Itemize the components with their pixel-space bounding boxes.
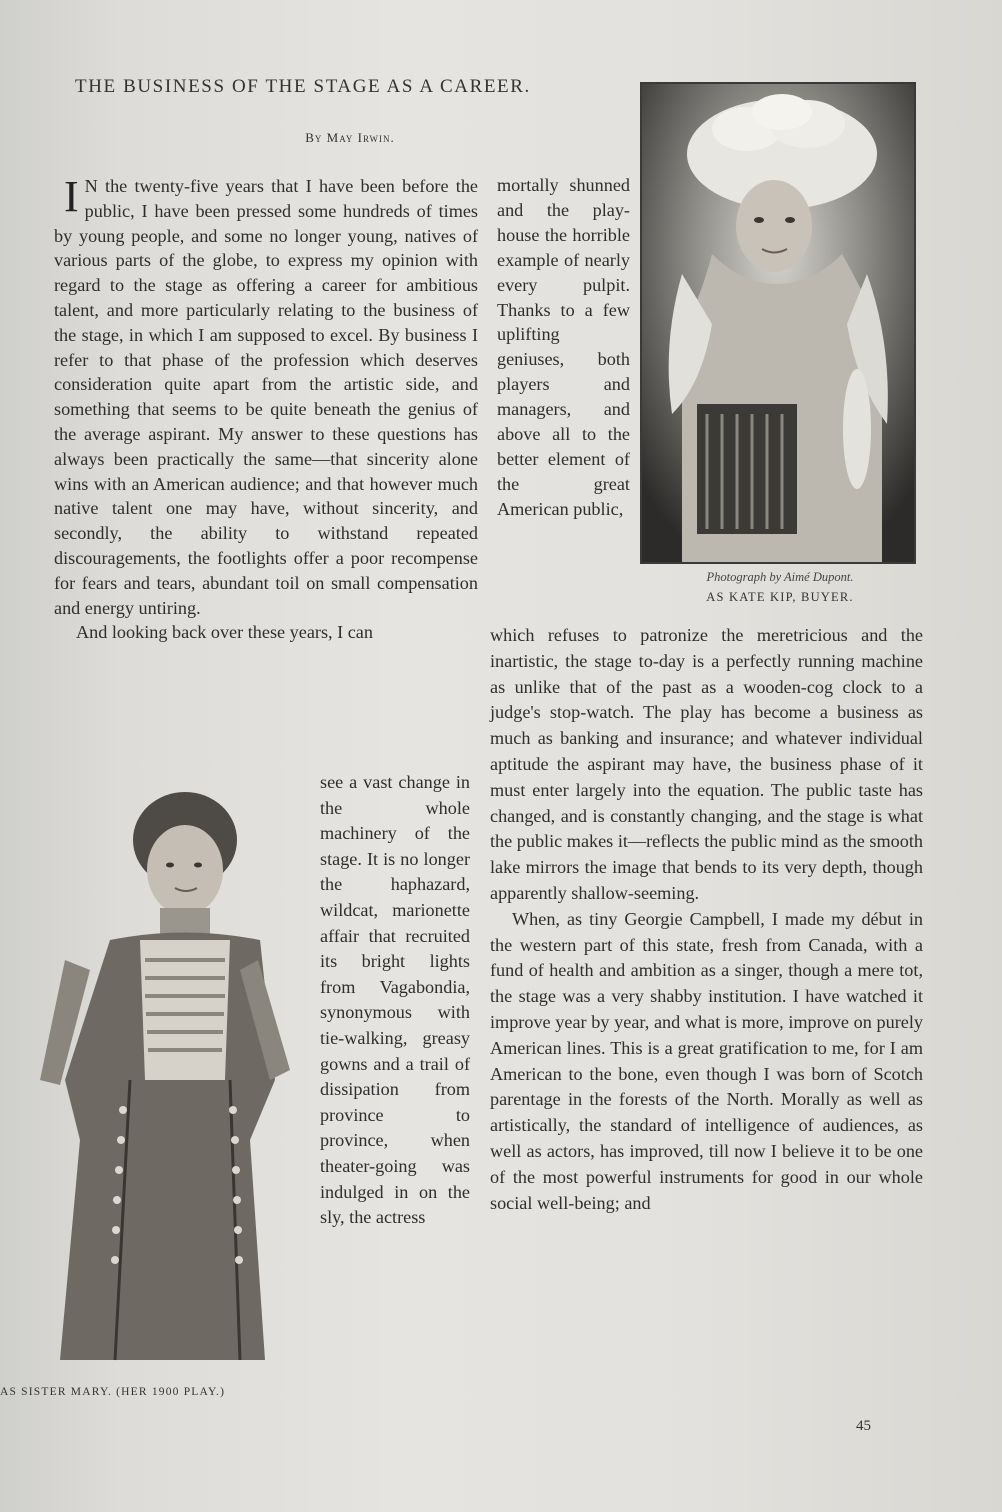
wide-paragraph-1: which refuses to patronize the meretricious and the inartistic, the stage to-day is a perfectly running machine as unlike that of the past as a wooden-cog clock to a judge's stop-watch. The play has become a business as much as banking and insurance; and whatever individual aptitude the aspirant may have, the business phase of it must enter largely into the equation. The public taste has changed, and is constantly changing, and the stage is what the public makes it—reflects the public mind as the smooth lake mirrors the image that bends to its very depth, though apparently shallow-seeming. <box>490 625 923 903</box>
narrow-left-column <box>320 770 470 1231</box>
left-column <box>54 174 478 645</box>
narrow-left-text: see a vast change in the whole machinery of the stage. It is no longer the haphazard, wildcat, marionette affair that recruited its bright lights from Vagabondia, synonymous with tie-walking, greasy gowns and a trail of dissipation from province to province, when theater-going was indulged in on the sly, the actress <box>320 772 470 1228</box>
article-title: THE BUSINESS OF THE STAGE AS A CAREER. <box>75 76 531 97</box>
page-number: 45 <box>856 1418 871 1434</box>
narrow-right-text: mortally shunned and the play-house the horrible example of nearly every pulpit. Thanks to a few uplifting geniuses, both players and managers, and above all to the better element of the great American public, <box>497 175 630 519</box>
narrow-right-column <box>497 173 630 522</box>
wide-column <box>490 623 923 1216</box>
portrait-hat-woman-image <box>642 84 914 562</box>
wide-paragraph-2: When, as tiny Georgie Campbell, I made my début in the western part of this state, fresh from Canada, with a fund of health and ambition as a singer, though a mere tot, the stage was a very shabby institution. I have watched it improve year by year, and what is more, improve on purely American lines. This is a great gratification to me, for I am American to the bone, even though I was born of Scotch parentage in the forests of the North. Morally as well as artistically, the standard of intelligence of audiences, as well as actors, has improved, till now I believe it to be one of the most powerful instruments for good in our whole social well-being; and <box>490 908 923 1213</box>
photo-credit: Photograph by Aimé Dupont. <box>706 570 854 584</box>
portrait-standing-woman-image <box>0 780 300 1380</box>
byline: By May Irwin. <box>305 130 395 145</box>
second-paragraph-start: And looking back over these years, I can <box>76 622 373 643</box>
first-paragraph-text: N the twenty-five years that I have been before the public, I have been pressed some hundreds of times by young people, and some no longer young, natives of various parts of the globe, to express my opinion with regard to the stage as offering a career for ambitious talent, and more particularly relating to the business of the stage, in which I am supposed to excel. By business I refer to that phase of the profession which deserves consideration quite apart from the artistic side, and something that seems to be quite beneath the genius of the average aspirant. My answer to these questions has always been practically the same—that sincerity alone wins with an American audience; and that however much native talent one may have, without sincerity, and secondly, the ability to withstand repeated discouragements, the footlights offer a poor recompense for fears and tears, abundant toil on small compensation and energy untiring. <box>54 176 478 618</box>
drop-cap: I <box>64 172 79 221</box>
caption-kate-kip: AS KATE KIP, BUYER. <box>706 590 854 604</box>
photo-sister-mary <box>0 780 300 1380</box>
first-paragraph <box>54 174 478 620</box>
photo-kate-kip <box>640 82 916 564</box>
caption-sister-mary: AS SISTER MARY. (HER 1900 PLAY.) <box>0 1386 226 1398</box>
